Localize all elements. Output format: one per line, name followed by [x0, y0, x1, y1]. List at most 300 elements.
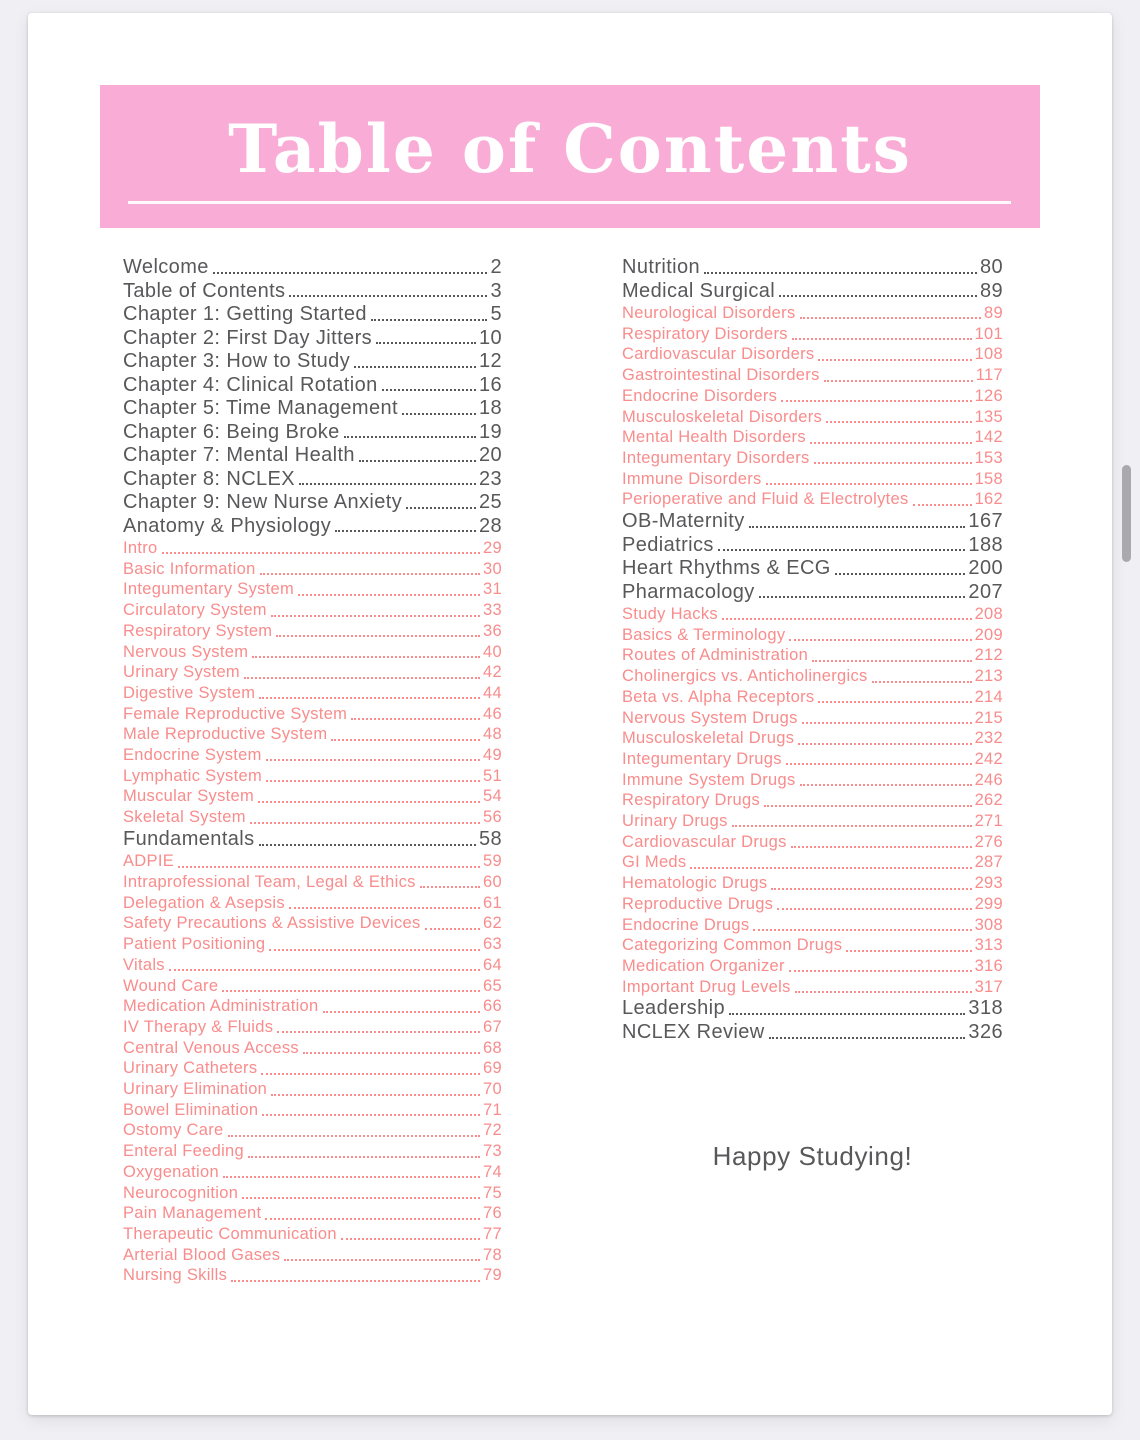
toc-entry-leader — [835, 573, 966, 575]
toc-entry-page: 73 — [483, 1142, 502, 1161]
toc-entry-label: Neurocognition — [123, 1183, 239, 1202]
toc-entry-page: 80 — [979, 256, 1003, 278]
toc-entry — [123, 683, 502, 704]
toc-column-left — [123, 256, 502, 1286]
toc-entry-page: 65 — [483, 976, 502, 995]
toc-entry-leader — [732, 825, 972, 827]
toc-entry — [123, 1224, 502, 1245]
toc-entry-page: 48 — [483, 725, 502, 744]
toc-entry — [123, 828, 502, 852]
toc-entry-leader — [789, 639, 971, 641]
title-banner — [100, 85, 1040, 228]
toc-entry-label: Delegation & Asepsis — [123, 893, 285, 912]
toc-entry-page: 77 — [483, 1225, 502, 1243]
toc-entry-leader — [371, 319, 488, 321]
toc-entry-page: 51 — [483, 766, 502, 785]
toc-entry-page: 61 — [483, 893, 502, 912]
toc-entry-label: Male Reproductive System — [123, 725, 328, 744]
toc-entry-page: 188 — [968, 533, 1003, 556]
toc-entry — [123, 1265, 502, 1286]
toc-entry — [123, 515, 502, 539]
toc-entry-page: 31 — [483, 580, 502, 599]
toc-entry-leader — [792, 338, 972, 340]
toc-entry-page: 167 — [968, 510, 1003, 533]
toc-entry-label: Fundamentals — [123, 827, 255, 850]
toc-entry-page: 19 — [478, 420, 502, 443]
toc-entry-leader — [250, 822, 480, 824]
toc-entry-label: Muscular System — [123, 787, 255, 806]
toc-entry — [123, 872, 502, 893]
toc-entry-label: Ostomy Care — [123, 1121, 224, 1140]
toc-entry-leader — [771, 888, 971, 890]
toc-entry-page: 56 — [483, 808, 502, 827]
toc-entry — [622, 852, 1003, 873]
toc-entry — [123, 786, 502, 807]
toc-entry-leader — [298, 594, 480, 596]
toc-entry-leader — [913, 504, 972, 506]
toc-entry-label: Chapter 3: How to Study — [123, 350, 351, 372]
toc-entry — [622, 770, 1003, 791]
toc-entry-leader — [779, 295, 977, 297]
toc-entry-leader — [228, 1135, 481, 1137]
toc-entry-leader — [704, 272, 977, 274]
toc-entry-page: 287 — [974, 853, 1003, 872]
toc-entry — [622, 469, 1003, 490]
toc-entry-label: Respiratory Disorders — [622, 324, 788, 343]
toc-entry — [622, 280, 1003, 304]
toc-entry — [622, 790, 1003, 811]
toc-entry-label: Urinary Elimination — [123, 1080, 268, 1099]
toc-entry — [622, 489, 1003, 510]
toc-entry — [123, 913, 502, 934]
toc-entry — [622, 448, 1003, 469]
toc-entry-page: 46 — [483, 704, 502, 723]
toc-entry-label: Chapter 5: Time Management — [123, 397, 398, 419]
toc-entry-leader — [271, 1094, 480, 1096]
toc-entry-leader — [242, 1197, 480, 1199]
toc-entry — [622, 956, 1003, 977]
toc-entry-label: Immune System Drugs — [622, 770, 796, 789]
toc-entry-leader — [872, 681, 972, 683]
toc-entry — [622, 324, 1003, 345]
toc-entry-label: Respiratory System — [123, 621, 273, 640]
toc-entry — [123, 621, 502, 642]
toc-entry-page: 62 — [483, 914, 502, 933]
toc-entry-label: Respiratory Drugs — [622, 791, 761, 810]
toc-entry — [622, 666, 1003, 687]
toc-entry-leader — [269, 949, 480, 951]
toc-entry-label: Nervous System Drugs — [622, 708, 798, 727]
toc-entry — [123, 600, 502, 621]
toc-entry-leader — [406, 507, 476, 509]
toc-entry-label: Intraprofessional Team, Legal & Ethics — [123, 873, 416, 892]
toc-entry-page: 78 — [483, 1245, 502, 1264]
toc-entry — [622, 386, 1003, 407]
toc-entry-label: Neurological Disorders — [622, 304, 796, 322]
toc-entry — [123, 851, 502, 872]
toc-entry-page: 76 — [483, 1204, 502, 1223]
toc-entry-leader — [277, 1031, 480, 1033]
toc-entry — [622, 645, 1003, 666]
toc-entry-leader — [344, 436, 476, 438]
toc-entry-page: 36 — [483, 621, 502, 640]
toc-entry-leader — [248, 1156, 480, 1158]
toc-entry-leader — [323, 1011, 481, 1013]
toc-entry-label: Cardiovascular Disorders — [622, 345, 815, 364]
toc-entry-label: Endocrine Disorders — [622, 386, 778, 405]
toc-entry-page: 246 — [974, 770, 1003, 789]
toc-entry-label: Basic Information — [123, 559, 256, 578]
toc-entry-leader — [795, 991, 972, 993]
toc-entry — [123, 397, 502, 421]
toc-content — [123, 256, 1003, 1286]
scrollbar-thumb[interactable] — [1122, 465, 1131, 562]
toc-entry-leader — [722, 618, 972, 620]
toc-entry-page: 74 — [483, 1162, 502, 1181]
toc-entry-page: 60 — [483, 873, 502, 892]
toc-entry-leader — [781, 400, 971, 402]
toc-entry-leader — [382, 389, 476, 391]
toc-entry — [622, 977, 1003, 998]
toc-entry-leader — [777, 908, 971, 910]
toc-entry-page: 68 — [483, 1038, 502, 1057]
toc-entry-page: 30 — [483, 559, 502, 578]
document-page — [28, 13, 1112, 1415]
page-title: Table of Contents — [228, 110, 912, 188]
toc-entry-label: Pain Management — [123, 1204, 262, 1223]
toc-entry-label: Anatomy & Physiology — [123, 514, 332, 537]
toc-entry-page: 54 — [483, 787, 502, 806]
toc-entry — [622, 811, 1003, 832]
toc-entry — [622, 581, 1003, 605]
toc-entry — [123, 374, 502, 398]
toc-entry-leader — [753, 929, 971, 931]
toc-entry-page: 200 — [968, 557, 1003, 580]
toc-entry-label: Chapter 2: First Day Jitters — [123, 326, 373, 349]
toc-entry-leader — [271, 615, 480, 617]
toc-entry-page: 2 — [490, 256, 502, 278]
toc-entry-page: 58 — [478, 827, 502, 850]
toc-entry-label: Safety Precautions & Assistive Devices — [123, 914, 421, 933]
toc-entry — [123, 955, 502, 976]
toc-entry — [622, 915, 1003, 936]
toc-entry-page: 316 — [974, 956, 1003, 975]
toc-entry — [123, 1141, 502, 1162]
toc-entry — [123, 327, 502, 351]
toc-entry — [123, 642, 502, 663]
happy-studying-text: Happy Studying! — [712, 1141, 913, 1171]
toc-entry-leader — [425, 928, 481, 930]
toc-entry — [123, 934, 502, 955]
toc-entry-leader — [266, 759, 480, 761]
toc-entry-page: 262 — [974, 791, 1003, 810]
toc-entry-label: Mental Health Disorders — [622, 428, 806, 447]
toc-entry-leader — [265, 1218, 480, 1220]
toc-entry-leader — [818, 359, 971, 361]
toc-entry-label: Chapter 6: Being Broke — [123, 420, 340, 443]
toc-entry — [123, 350, 502, 374]
toc-entry-page: 215 — [974, 708, 1003, 727]
toc-entry-page: 40 — [483, 642, 502, 661]
toc-entry — [123, 444, 502, 468]
toc-entry-page: 313 — [974, 936, 1003, 955]
toc-entry-label: Heart Rhythms & ECG — [622, 557, 831, 580]
toc-entry-leader — [802, 722, 972, 724]
toc-entry-page: 25 — [478, 491, 502, 513]
toc-entry-leader — [169, 969, 480, 971]
toc-entry-leader — [818, 701, 971, 703]
toc-entry-leader — [231, 1280, 480, 1282]
toc-entry-leader — [299, 483, 476, 485]
toc-entry — [622, 935, 1003, 956]
toc-entry-label: Vitals — [123, 955, 165, 974]
toc-entry-page: 70 — [483, 1080, 502, 1099]
toc-entry-page: 153 — [974, 448, 1003, 467]
toc-entry-leader — [260, 573, 480, 575]
toc-entry-label: Beta vs. Alpha Receptors — [622, 687, 815, 706]
toc-entry — [622, 997, 1003, 1021]
toc-entry — [123, 1079, 502, 1100]
toc-entry-label: Chapter 7: Mental Health — [123, 444, 355, 466]
toc-entry-leader — [824, 380, 973, 382]
toc-entry — [123, 745, 502, 766]
toc-entry — [123, 1203, 502, 1224]
toc-entry-label: Table of Contents — [123, 279, 286, 302]
toc-entry-page: 232 — [974, 729, 1003, 748]
toc-entry-leader — [812, 660, 972, 662]
toc-entry — [123, 704, 502, 725]
toc-entry-label: Oxygenation — [123, 1162, 219, 1181]
toc-entry-leader — [258, 801, 480, 803]
toc-entry-leader — [289, 295, 487, 297]
toc-entry-leader — [690, 867, 971, 869]
toc-entry-label: Chapter 8: NCLEX — [123, 467, 296, 490]
toc-entry-page: 271 — [974, 812, 1003, 831]
toc-entry — [622, 344, 1003, 365]
toc-entry-leader — [303, 1052, 480, 1054]
toc-entry-page: 10 — [478, 326, 502, 349]
toc-entry-leader — [162, 552, 481, 554]
toc-entry-leader — [284, 1259, 480, 1261]
toc-entry-label: Therapeutic Communication — [123, 1225, 337, 1243]
toc-entry-page: 89 — [984, 304, 1003, 322]
toc-entry-page: 3 — [490, 279, 502, 302]
toc-entry — [622, 749, 1003, 770]
toc-entry-leader — [222, 990, 480, 992]
toc-entry-leader — [786, 763, 972, 765]
toc-entry — [622, 534, 1003, 558]
toc-entry-label: Circulatory System — [123, 601, 267, 620]
toc-entry-page: 20 — [478, 444, 502, 466]
toc-entry-label: Endocrine Drugs — [622, 915, 750, 934]
toc-entry-page: 242 — [974, 749, 1003, 768]
toc-entry-leader — [789, 970, 972, 972]
toc-entry-label: IV Therapy & Fluids — [123, 1017, 274, 1036]
toc-entry-label: Chapter 1: Getting Started — [123, 303, 367, 325]
toc-entry-label: Intro — [123, 539, 158, 557]
toc-entry-label: Nursing Skills — [123, 1266, 228, 1285]
toc-entry-label: Chapter 4: Clinical Rotation — [123, 373, 378, 396]
toc-entry — [123, 724, 502, 745]
toc-entry — [123, 303, 502, 327]
toc-entry-leader — [402, 413, 476, 415]
toc-entry-page: 44 — [483, 683, 502, 702]
toc-entry-label: Basics & Terminology — [622, 625, 786, 644]
toc-entry-leader — [718, 549, 966, 551]
toc-entry-page: 212 — [974, 646, 1003, 665]
toc-entry-page: 135 — [974, 407, 1003, 426]
toc-entry-page: 23 — [478, 467, 502, 490]
toc-entry-label: Medication Administration — [123, 997, 319, 1016]
toc-entry-leader — [178, 866, 480, 868]
toc-entry-label: Endocrine System — [123, 746, 262, 765]
toc-entry-page: 69 — [483, 1059, 502, 1078]
toc-entry-leader — [252, 656, 480, 658]
toc-entry — [123, 766, 502, 787]
toc-entry — [123, 1100, 502, 1121]
toc-entry-leader — [376, 342, 476, 344]
toc-entry-page: 293 — [974, 874, 1003, 893]
toc-entry-label: Reproductive Drugs — [622, 894, 774, 913]
toc-entry — [123, 1162, 502, 1183]
toc-entry-leader — [729, 1013, 965, 1015]
toc-entry-label: Cholinergics vs. Anticholinergics — [622, 667, 868, 686]
toc-entry-label: Integumentary Drugs — [622, 749, 782, 768]
toc-entry-leader — [764, 805, 972, 807]
toc-entry-label: NCLEX Review — [622, 1020, 765, 1043]
toc-entry-page: 117 — [975, 366, 1003, 385]
toc-entry — [123, 538, 502, 559]
toc-entry-leader — [766, 483, 972, 485]
toc-entry — [123, 662, 502, 683]
toc-entry — [622, 557, 1003, 581]
toc-entry — [123, 468, 502, 492]
toc-entry-label: Urinary Catheters — [123, 1059, 258, 1078]
toc-entry — [622, 303, 1003, 324]
toc-entry — [123, 1017, 502, 1038]
toc-entry-label: Arterial Blood Gases — [123, 1245, 281, 1264]
toc-entry-label: Leadership — [622, 997, 725, 1020]
toc-entry — [622, 256, 1003, 280]
toc-entry-label: Musculoskeletal Drugs — [622, 729, 795, 748]
toc-entry-page: 63 — [483, 935, 502, 954]
toc-entry-label: GI Meds — [622, 853, 687, 872]
toc-entry-leader — [266, 780, 480, 782]
toc-entry-page: 317 — [974, 977, 1003, 996]
toc-entry-leader — [769, 1037, 966, 1039]
toc-entry — [123, 421, 502, 445]
toc-entry-label: Study Hacks — [622, 605, 718, 624]
toc-entry — [123, 280, 502, 304]
toc-entry-label: Nutrition — [622, 256, 701, 278]
toc-entry-page: 18 — [478, 397, 502, 419]
toc-entry-page: 89 — [979, 279, 1003, 302]
toc-entry-page: 108 — [974, 345, 1003, 364]
toc-entry-leader — [846, 950, 971, 952]
toc-entry-leader — [289, 907, 480, 909]
toc-entry-label: Skeletal System — [123, 808, 246, 827]
toc-entry-page: 209 — [974, 625, 1003, 644]
toc-entry — [622, 604, 1003, 625]
toc-entry-page: 162 — [974, 490, 1003, 509]
toc-entry-label: Wound Care — [123, 976, 219, 995]
toc-entry-leader — [259, 697, 480, 699]
toc-entry-leader — [259, 844, 476, 846]
toc-entry-leader — [810, 442, 972, 444]
toc-entry-label: Pharmacology — [622, 580, 755, 603]
toc-entry-leader — [276, 635, 480, 637]
toc-entry — [123, 1183, 502, 1204]
toc-entry-page: 326 — [968, 1020, 1003, 1043]
toc-entry-label: Digestive System — [123, 683, 256, 702]
toc-entry-page: 67 — [483, 1017, 502, 1036]
toc-entry-label: Lymphatic System — [123, 766, 262, 785]
toc-entry-label: Urinary Drugs — [622, 812, 728, 831]
toc-entry-label: Pediatrics — [622, 533, 714, 556]
toc-entry-page: 72 — [483, 1121, 502, 1140]
toc-entry-leader — [354, 366, 476, 368]
toc-entry-page: 12 — [478, 350, 502, 372]
toc-entry-page: 276 — [974, 832, 1003, 851]
toc-entry-page: 64 — [483, 955, 502, 974]
toc-entry — [123, 1058, 502, 1079]
toc-entry-label: Categorizing Common Drugs — [622, 936, 843, 955]
toc-entry-page: 213 — [974, 667, 1003, 686]
toc-entry-label: Enteral Feeding — [123, 1142, 244, 1161]
toc-entry-label: Nervous System — [123, 642, 249, 661]
toc-entry-label: Central Venous Access — [123, 1038, 299, 1057]
toc-entry-page: 299 — [974, 894, 1003, 913]
toc-entry-leader — [759, 596, 966, 598]
toc-entry-leader — [244, 677, 480, 679]
toc-entry — [622, 832, 1003, 853]
toc-entry-page: 308 — [974, 915, 1003, 934]
toc-entry — [123, 559, 502, 580]
toc-entry-leader — [800, 784, 972, 786]
toc-entry-label: ADPIE — [123, 852, 175, 871]
toc-entry-leader — [331, 739, 480, 741]
toc-entry-page: 33 — [483, 601, 502, 620]
toc-column-right — [622, 256, 1003, 1286]
toc-entry — [622, 873, 1003, 894]
toc-entry — [123, 256, 502, 280]
toc-entry-page: 208 — [974, 605, 1003, 624]
toc-entry-leader — [223, 1176, 480, 1178]
toc-entry-label: Important Drug Levels — [622, 977, 791, 996]
toc-entry-label: Integumentary System — [123, 580, 295, 599]
toc-entry-leader — [351, 718, 480, 720]
toc-entry-leader — [826, 421, 971, 423]
toc-entry — [123, 996, 502, 1017]
toc-entry — [622, 728, 1003, 749]
toc-entry-label: Bowel Elimination — [123, 1100, 259, 1119]
toc-entry-page: 59 — [483, 852, 502, 871]
toc-entry-page: 5 — [490, 303, 502, 325]
toc-entry — [622, 1021, 1003, 1045]
toc-entry-page: 214 — [974, 687, 1003, 706]
toc-entry-page: 318 — [968, 997, 1003, 1020]
toc-entry — [622, 427, 1003, 448]
toc-entry — [123, 1245, 502, 1266]
toc-entry-page: 49 — [483, 746, 502, 765]
toc-entry-label: Gastrointestinal Disorders — [622, 366, 820, 385]
toc-entry — [622, 894, 1003, 915]
toc-entry-label: OB-Maternity — [622, 510, 745, 533]
toc-entry-page: 71 — [483, 1100, 502, 1119]
toc-entry — [622, 407, 1003, 428]
toc-entry — [622, 510, 1003, 534]
toc-entry-label: Immune Disorders — [622, 469, 762, 488]
